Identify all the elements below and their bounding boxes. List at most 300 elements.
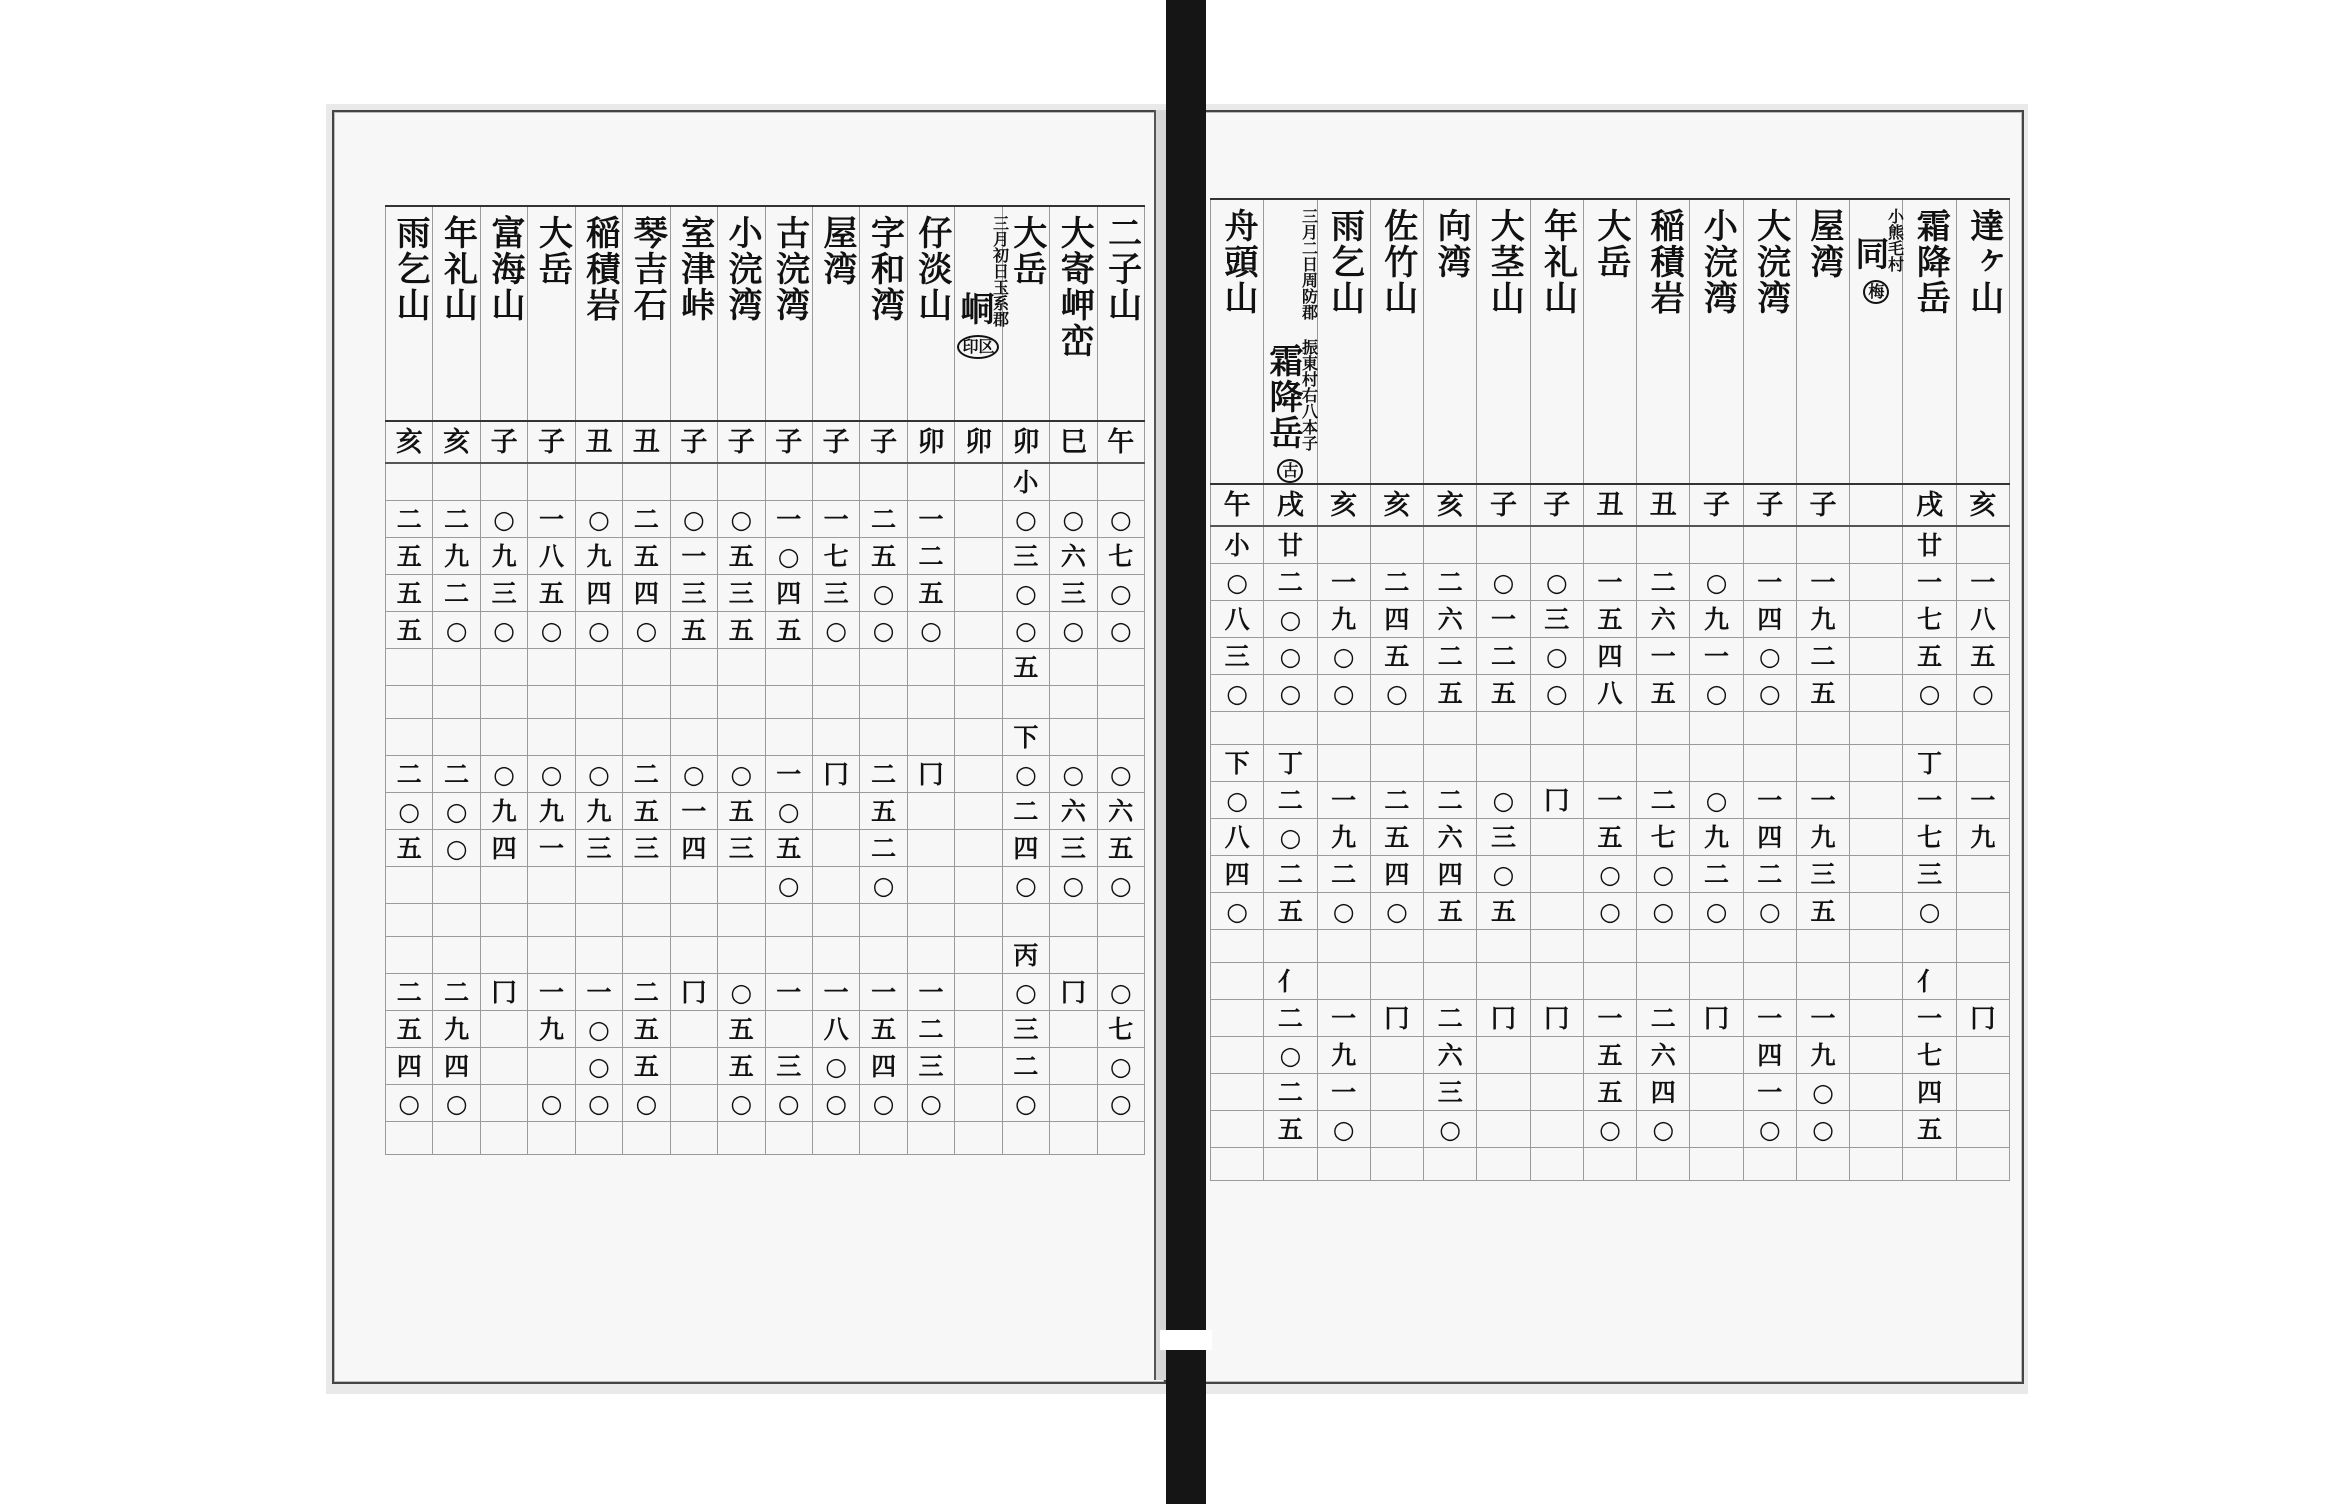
spacer-cell [1050,904,1097,937]
spacer-cell [1583,712,1636,745]
value-cell: ○ [1097,756,1144,793]
station-name: 字和湾 [864,215,905,323]
value-cell [1850,856,1903,893]
station-name: 大岳 [1006,215,1047,287]
value-cell: 五 [1903,1111,1956,1148]
value-cell: ○ [765,793,812,830]
value-cell: ○ [1583,856,1636,893]
value-cell: 五 [386,1011,433,1048]
station-name-cell [480,206,527,421]
branch-row [386,421,1145,463]
value-row [386,538,1145,575]
value-cell [812,649,859,686]
spacer-cell [1796,712,1849,745]
value-cell: 三 [1211,638,1264,675]
station-name: 向湾 [1431,208,1472,280]
value-cell: ○ [1097,1048,1144,1085]
value-cell: 三 [1424,1074,1477,1111]
value-cell [1850,1000,1903,1037]
value-cell [1370,1074,1423,1111]
station-name-cell [623,206,670,421]
section-mark-cell [1743,963,1796,1000]
value-cell: 五 [1583,601,1636,638]
value-cell [528,1048,575,1085]
value-cell: 冂 [480,974,527,1011]
value-cell: 四 [1211,856,1264,893]
value-cell: ○ [812,1048,859,1085]
spacer-cell [718,686,765,719]
spacer-cell [765,686,812,719]
station-name-cell [1097,206,1144,421]
section-mark-cell [765,937,812,974]
branch-cell: 子 [670,421,717,463]
value-cell [1956,1037,2009,1074]
value-cell: ○ [575,1048,622,1085]
value-cell: 五 [386,612,433,649]
value-cell [480,867,527,904]
spacer-cell [623,904,670,937]
value-cell [1211,1037,1264,1074]
value-cell: 五 [1002,649,1049,686]
value-cell: ○ [718,974,765,1011]
station-name: 大浣湾 [1750,208,1791,316]
value-cell [670,867,717,904]
spacer-row [1211,930,2010,963]
value-cell: ○ [623,612,670,649]
section-mark-cell [1097,719,1144,756]
spacer-cell [670,1122,717,1155]
value-cell: 五 [860,538,907,575]
value-cell: 一 [765,756,812,793]
station-name-cell [765,206,812,421]
spacer-cell [765,1122,812,1155]
value-cell: ○ [1370,675,1423,712]
station-name-cell [1424,199,1477,484]
value-cell: ○ [480,612,527,649]
value-cell: 八 [1583,675,1636,712]
spacer-cell [386,904,433,937]
value-cell: 一 [528,501,575,538]
value-cell: ○ [860,612,907,649]
value-row [1211,675,2010,712]
value-cell: 一 [1956,782,2009,819]
value-cell [670,1048,717,1085]
value-cell: 二 [386,974,433,1011]
spacer-cell [1690,930,1743,963]
value-cell: 三 [1050,830,1097,867]
value-cell: 九 [1317,819,1370,856]
value-cell [1956,1074,2009,1111]
value-cell: 八 [1956,601,2009,638]
branch-cell: 子 [480,421,527,463]
branch-cell: 卯 [907,421,954,463]
value-cell: 一 [1903,1000,1956,1037]
value-cell: 五 [765,612,812,649]
spacer-cell [1583,930,1636,963]
spacer-cell [1211,1148,1264,1181]
station-name-cell [1690,199,1743,484]
section-mark-cell [1690,526,1743,564]
station-name-cell [812,206,859,421]
value-cell: ○ [1317,675,1370,712]
section-mark-cell [1424,963,1477,1000]
value-cell [1211,1074,1264,1111]
section-mark-cell [1530,745,1583,782]
section-mark-cell [1743,526,1796,564]
section-mark-cell [955,719,1002,756]
section-mark-cell [907,719,954,756]
section-mark-cell [1956,745,2009,782]
spacer-cell [907,686,954,719]
value-cell: 一 [670,793,717,830]
value-cell: 四 [1370,601,1423,638]
value-cell: 二 [860,756,907,793]
station-name-cell [528,206,575,421]
value-cell: 五 [718,1011,765,1048]
value-cell: 五 [718,612,765,649]
value-cell: 三 [480,575,527,612]
branch-cell: 丑 [623,421,670,463]
value-cell: ○ [765,867,812,904]
value-cell: 二 [1264,564,1317,601]
spacer-cell [1264,930,1317,963]
spacer-cell [1956,712,2009,745]
section-mark-cell [1796,526,1849,564]
station-note: 三月初日玉系郡 [990,215,1010,327]
value-cell [433,649,480,686]
value-cell: 一 [1317,1074,1370,1111]
spacer-cell [1477,712,1530,745]
station-name-cell [1530,199,1583,484]
value-cell [907,793,954,830]
branch-cell: 卯 [955,421,1002,463]
branch-cell: 丑 [1637,484,1690,526]
spacer-cell [1796,1148,1849,1181]
section-mark-cell [1050,937,1097,974]
value-cell: 五 [1583,819,1636,856]
value-cell: ○ [1530,564,1583,601]
value-cell: ○ [386,1085,433,1122]
section-mark-cell [1317,963,1370,1000]
value-cell: ○ [1097,501,1144,538]
value-cell [480,1085,527,1122]
value-cell: ○ [1690,782,1743,819]
value-cell: 冂 [1690,1000,1743,1037]
value-cell [1690,1037,1743,1074]
branch-cell: 丑 [1583,484,1636,526]
value-cell [1530,893,1583,930]
value-cell: ○ [1690,893,1743,930]
spacer-cell [1530,930,1583,963]
spacer-cell [1370,712,1423,745]
value-cell: 冂 [812,756,859,793]
spacer-cell [1050,1122,1097,1155]
value-cell: 七 [812,538,859,575]
spacer-cell [1002,904,1049,937]
spacer-cell [575,686,622,719]
value-cell: 五 [670,612,717,649]
value-cell: 二 [1264,1000,1317,1037]
value-cell: 六 [1637,601,1690,638]
branch-cell: 午 [1097,421,1144,463]
value-row [1211,1111,2010,1148]
value-cell [670,649,717,686]
value-cell: 二 [1002,1048,1049,1085]
value-cell [955,1085,1002,1122]
value-cell [1370,1111,1423,1148]
spacer-cell [1424,712,1477,745]
value-cell: ○ [670,756,717,793]
value-cell: 二 [907,538,954,575]
value-cell: ○ [718,501,765,538]
value-cell [1850,638,1903,675]
value-cell: ○ [1424,1111,1477,1148]
value-cell [718,649,765,686]
value-cell: 二 [1264,1074,1317,1111]
spacer-cell [1097,1122,1144,1155]
station-name: 年礼山 [1537,208,1578,316]
value-cell: ○ [812,612,859,649]
value-cell: 二 [433,974,480,1011]
station-name-cell [953,206,1010,421]
value-cell: 四 [386,1048,433,1085]
value-cell: 五 [860,793,907,830]
spacer-cell [575,904,622,937]
spacer-cell [1903,1148,1956,1181]
branch-cell: 丑 [575,421,622,463]
value-cell: 二 [433,756,480,793]
spacer-cell [480,1122,527,1155]
section-mark-cell [528,719,575,756]
value-cell: ○ [1743,638,1796,675]
spacer-cell [1050,686,1097,719]
right-observation-table [1210,198,2010,1181]
value-cell: 六 [1424,819,1477,856]
value-cell: ○ [1637,856,1690,893]
value-cell: 二 [386,756,433,793]
value-cell: ○ [1211,564,1264,601]
value-row [386,756,1145,793]
value-cell: 七 [1637,819,1690,856]
value-cell [812,830,859,867]
section-mark-row [1211,963,2010,1000]
station-name-cell [1370,199,1423,484]
section-mark-cell [433,937,480,974]
section-mark-cell [1211,963,1264,1000]
station-name: 佐竹山 [1377,208,1418,316]
branch-cell: 子 [528,421,575,463]
value-cell: 四 [670,830,717,867]
branch-cell: 戌 [1264,484,1317,526]
value-cell: ○ [1956,675,2009,712]
value-cell: ○ [1097,974,1144,1011]
value-cell: 九 [433,538,480,575]
value-cell [1530,856,1583,893]
value-cell: ○ [1637,893,1690,930]
spacer-cell [623,1122,670,1155]
station-name-cell [1850,199,1903,484]
value-row [1211,782,2010,819]
value-cell: 九 [1796,601,1849,638]
spacer-cell [1477,930,1530,963]
station-note: 三月二日周防郡 振東村右八本子 [1299,208,1319,451]
value-cell: ○ [1002,575,1049,612]
value-cell: 七 [1097,1011,1144,1048]
value-cell: 四 [1370,856,1423,893]
section-mark-cell [623,937,670,974]
spacer-cell [1743,1148,1796,1181]
value-cell: 五 [1583,1037,1636,1074]
value-cell: ○ [1097,867,1144,904]
value-cell [623,867,670,904]
section-mark-cell [623,719,670,756]
value-row [1211,1074,2010,1111]
spacer-cell [623,686,670,719]
value-cell: 一 [670,538,717,575]
value-cell: ○ [1637,1111,1690,1148]
value-cell [1850,601,1903,638]
value-cell: ○ [433,1085,480,1122]
section-mark-cell [718,719,765,756]
value-cell [1850,564,1903,601]
spacer-row [386,686,1145,719]
value-cell: 二 [1264,782,1317,819]
value-row [1211,638,2010,675]
value-cell [955,1011,1002,1048]
value-cell [1850,782,1903,819]
value-cell: 冂 [1530,1000,1583,1037]
spacer-cell [1956,1148,2009,1181]
value-cell: 六 [1050,538,1097,575]
section-mark-cell [480,463,527,501]
value-cell: ○ [1477,856,1530,893]
value-cell [955,974,1002,1011]
section-mark-cell [1637,745,1690,782]
branch-cell: 卯 [1002,421,1049,463]
branch-cell [1850,484,1903,526]
value-cell: ○ [1530,638,1583,675]
value-cell: ○ [1002,1085,1049,1122]
section-mark-row [1211,526,2010,564]
value-cell: 一 [1317,782,1370,819]
station-name: 小浣湾 [1697,208,1738,316]
value-cell [1530,819,1583,856]
section-mark-cell [670,937,717,974]
station-name: 大茎山 [1484,208,1525,316]
value-cell: ○ [765,538,812,575]
value-cell [955,793,1002,830]
value-cell: ○ [1903,893,1956,930]
section-mark-cell [1477,963,1530,1000]
branch-cell: 子 [1796,484,1849,526]
value-cell: 一 [1583,782,1636,819]
section-mark-cell [386,719,433,756]
section-mark-row [1211,745,2010,782]
value-cell: 五 [1903,638,1956,675]
value-cell: 一 [860,974,907,1011]
value-cell: ○ [575,1011,622,1048]
value-cell: ○ [907,1085,954,1122]
value-cell: 九 [480,793,527,830]
value-cell: 五 [1637,675,1690,712]
station-name-cell [575,206,622,421]
spacer-cell [1317,930,1370,963]
value-cell: 四 [1743,601,1796,638]
section-mark-cell: 丁 [1264,745,1317,782]
spacer-cell [670,686,717,719]
value-cell [1850,1111,1903,1148]
spacer-cell [812,904,859,937]
section-mark-cell [670,463,717,501]
value-cell: ○ [575,1085,622,1122]
value-cell: ○ [1903,675,1956,712]
value-cell: ○ [1002,501,1049,538]
value-cell: ○ [1370,893,1423,930]
value-cell: ○ [1264,675,1317,712]
section-mark-cell [718,463,765,501]
value-cell: 五 [718,1048,765,1085]
station-name: 富海山 [484,215,525,323]
section-mark-cell [1370,963,1423,1000]
branch-cell: 子 [1690,484,1743,526]
value-cell [623,649,670,686]
spacer-cell [907,904,954,937]
value-cell [955,830,1002,867]
value-cell: 一 [1477,601,1530,638]
station-name: 稲積岩 [579,215,620,323]
spacer-cell [1211,712,1264,745]
value-cell: ○ [1317,638,1370,675]
spacer-cell [955,1122,1002,1155]
value-cell: 一 [1317,564,1370,601]
value-cell: 冂 [1956,1000,2009,1037]
section-mark-cell [480,719,527,756]
value-cell: 一 [1743,564,1796,601]
spacer-cell [1903,930,1956,963]
value-cell: 一 [1637,638,1690,675]
station-name-cell [1050,206,1097,421]
spacer-cell [1002,686,1049,719]
value-row [386,649,1145,686]
station-name: 年礼山 [437,215,478,323]
spacer-row [1211,712,2010,745]
section-mark-cell [955,463,1002,501]
value-cell: ○ [1050,501,1097,538]
value-cell: ○ [575,612,622,649]
value-cell: 一 [1743,1000,1796,1037]
spacer-cell [1530,712,1583,745]
section-mark-cell [1583,745,1636,782]
value-cell: 五 [386,575,433,612]
section-mark-cell [812,463,859,501]
value-cell: 五 [718,538,765,575]
value-cell: ○ [1050,756,1097,793]
value-cell: 三 [575,830,622,867]
value-cell: ○ [1264,1037,1317,1074]
value-cell [1477,1074,1530,1111]
value-cell: 五 [528,575,575,612]
section-mark-cell [1637,526,1690,564]
spacer-cell [528,686,575,719]
spacer-cell [1477,1148,1530,1181]
value-cell: 二 [1264,856,1317,893]
section-mark-cell [528,463,575,501]
value-cell [1477,1037,1530,1074]
value-cell: ○ [1690,675,1743,712]
section-mark-cell [1796,963,1849,1000]
branch-cell: 亥 [1370,484,1423,526]
section-mark-cell [1850,526,1903,564]
